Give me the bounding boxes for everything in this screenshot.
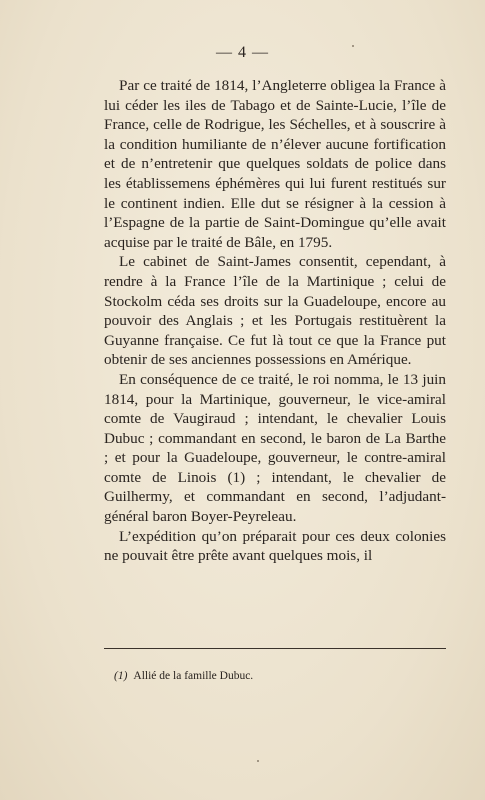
footnote-divider (104, 648, 446, 649)
footnote-mark: (1) (114, 670, 128, 682)
paragraph: L’expédition qu’on préparait pour ces deux colonies ne pouvait être prête avant quelques mois, il (104, 527, 446, 565)
page-number: — 4 — (216, 44, 269, 61)
footnote (114, 669, 444, 683)
paper-speck (257, 760, 259, 762)
paragraph: Le cabinet de Saint-James consentit, cependant, à rendre à la France l’île de la Martinique ; celui de Stockolm céda ses droits sur la Guadeloupe, encore au pouvoir des Anglais ; et les Portugais restituèrent la Guyanne française. Ce fut là tout ce que la France put obtenir de ses anciennes possessions en Amérique. (104, 253, 446, 369)
paragraph: En conséquence de ce traité, le roi nomma, le 13 juin 1814, pour la Martinique, gouverneur, le vice-amiral comte de Vaugiraud ; intendant, le chevalier Louis Dubuc ; commandant en second, le baron de La Barthe ; et pour la Guadeloupe, gouverneur, le contre-amiral comte de Linois (1) ; intendant, le chevalier de Guilhermy, et commandant en second, l’adjudant-général baron Boyer-Peyreleau. (104, 370, 446, 526)
paragraph: Par ce traité de 1814, l’Angleterre obligea la France à lui céder les iles de Tabago et de Sainte-Lucie, l’île de France, celle de Rodrigue, les Séchelles, et à souscrire à la condition humiliante de n’élever aucune fortification et de n’entretenir que quelques soldats de police dans les établissemens éphémères qui lui furent restitués sur le continent indien. Elle dut se résigner à la cession à l’Espagne de la partie de Saint-Domingue qu’elle avait acquise par le traité de Bâle, en 1795. (104, 77, 446, 251)
footnote-text: Allié de la famille Dubuc. (133, 670, 254, 682)
body-text (104, 76, 446, 566)
